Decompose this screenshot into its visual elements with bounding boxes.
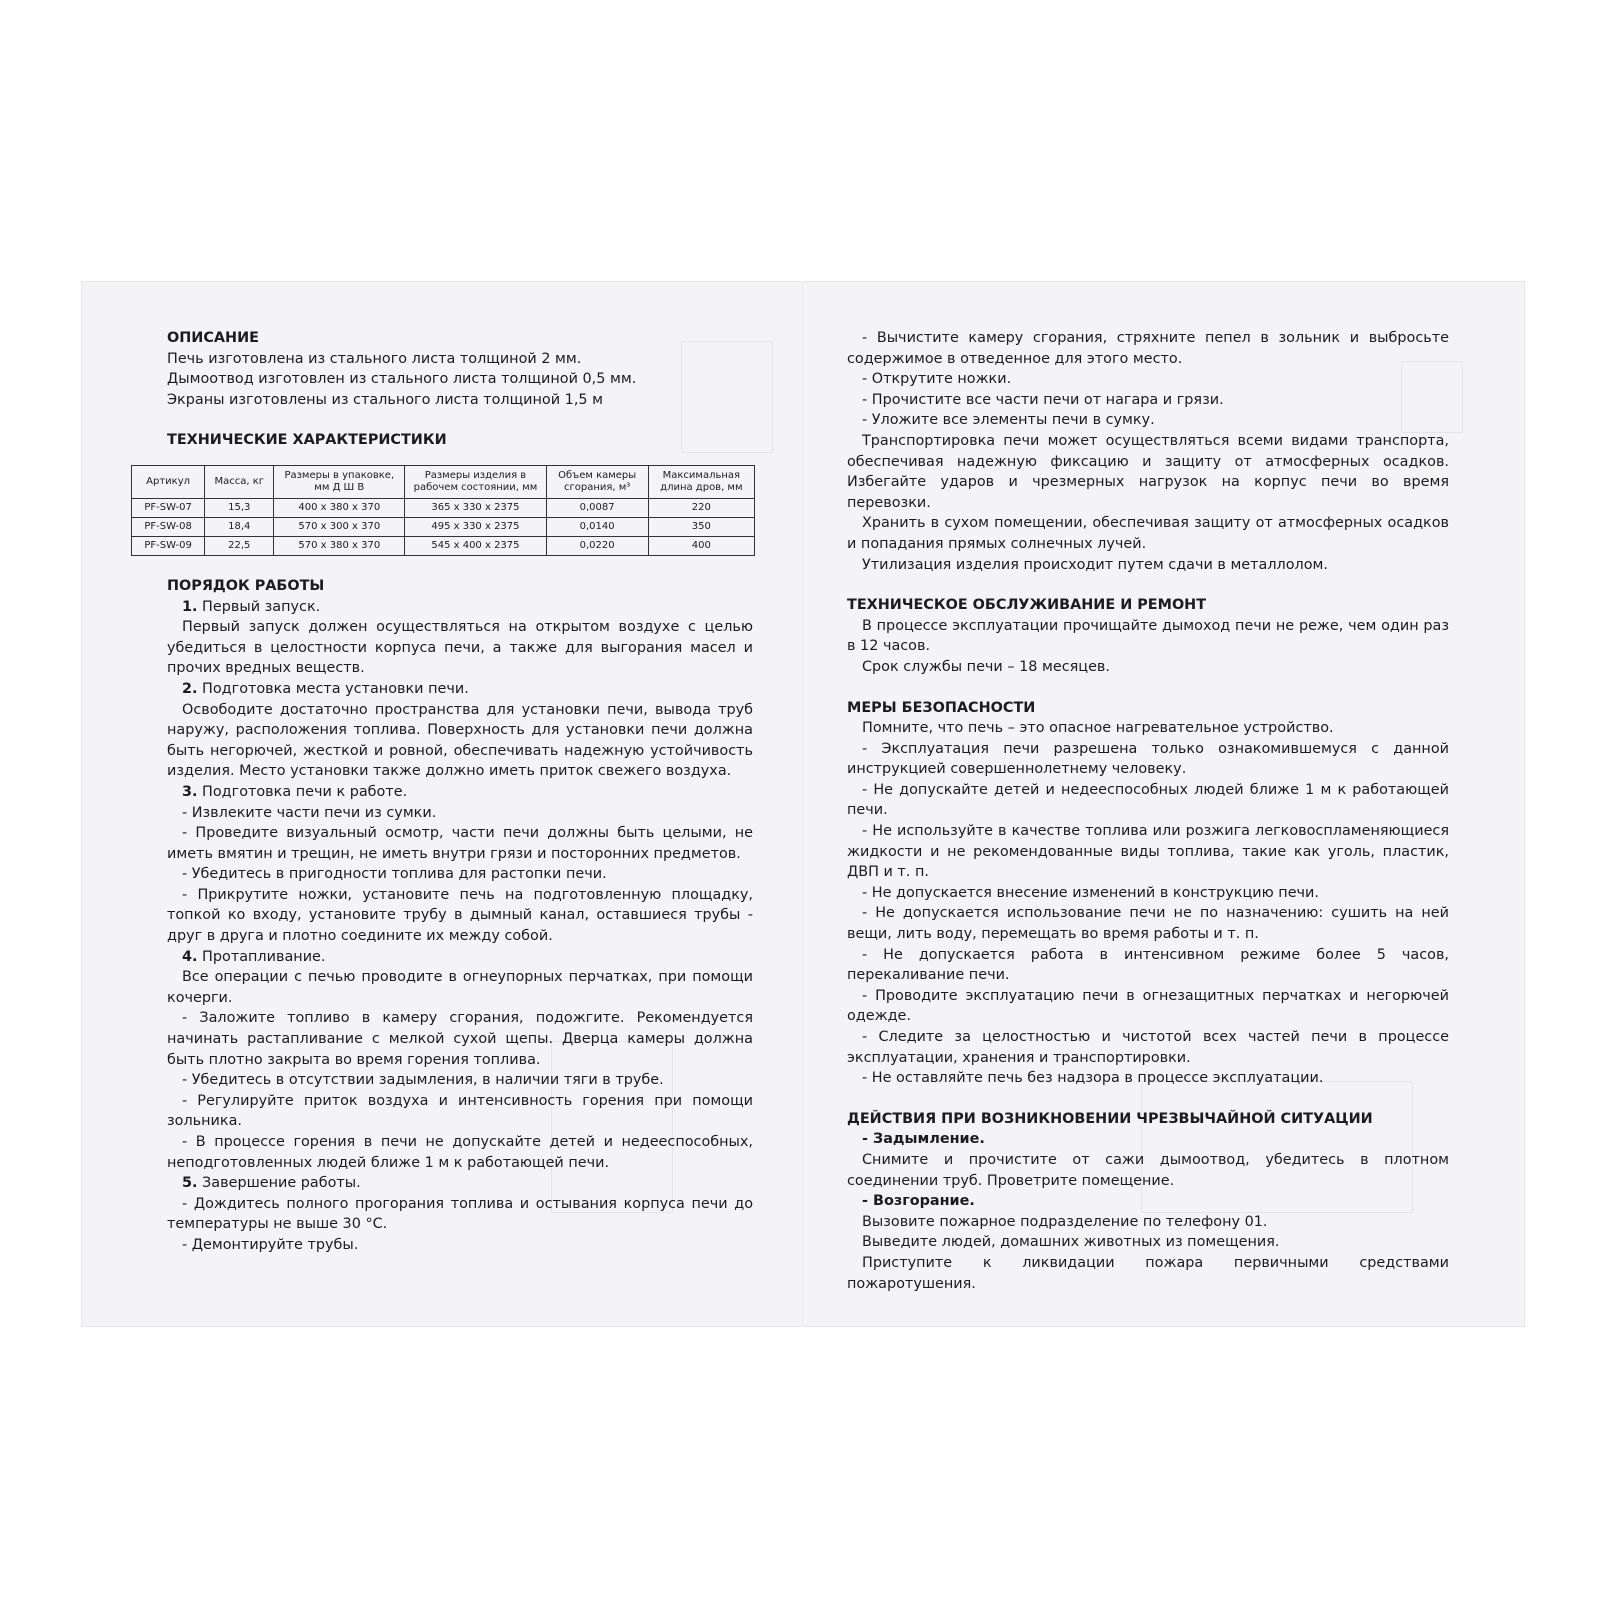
paragraph: - Дождитесь полного прогорания топлива и остывания корпуса печи до температуры не выше 30 °С. xyxy=(167,1195,753,1233)
emergency-heading: ДЕЙСТВИЯ ПРИ ВОЗНИКНОВЕНИИ ЧРЕЗВЫЧАЙНОЙ СИТУАЦИИ xyxy=(847,1110,1373,1127)
paragraph: - Эксплуатация печи разрешена только ознакомившемуся с данной инструкцией совершеннолетнему человеку. xyxy=(847,740,1449,778)
step-title xyxy=(167,947,753,968)
step-label: Первый запуск. xyxy=(197,598,321,615)
step-label: Протапливание. xyxy=(197,948,326,965)
cell: PF-SW-09 xyxy=(132,536,205,555)
description-heading: ОПИСАНИЕ xyxy=(167,330,259,346)
col-header: Масса, кг xyxy=(205,465,274,498)
paragraph: - Открутите ножки. xyxy=(862,371,1012,388)
cell: 570 x 300 x 370 xyxy=(274,517,405,536)
specs-table xyxy=(131,465,755,556)
cell: 545 x 400 x 2375 xyxy=(405,536,546,555)
paragraph: - Уложите все элементы печи в сумку. xyxy=(862,412,1155,429)
step-number: 2. xyxy=(182,680,198,697)
paragraph: - Прочистите все части печи от нагара и грязи. xyxy=(862,391,1224,408)
procedure-heading: ПОРЯДОК РАБОТЫ xyxy=(167,577,325,594)
description-line: Экраны изготовлены из стального листа толщиной 1,5 м xyxy=(167,391,603,408)
paragraph: Вызовите пожарное подразделение по телефону 01. xyxy=(862,1213,1268,1230)
paragraph: - Не оставляйте печь без надзора в процессе эксплуатации. xyxy=(862,1070,1324,1087)
col-header: Размеры изделия в рабочем состоянии, мм xyxy=(405,465,546,498)
fire-title: - Возгорание. xyxy=(862,1193,975,1210)
paragraph: Транспортировка печи может осуществляться всеми видами транспорта, обеспечивая надежную фиксацию и защиту от атмосферных осадков. Избегайте ударов и чрезмерных нагрузок на корпус печи во время перевозки. xyxy=(847,432,1449,511)
cell: 495 x 330 x 2375 xyxy=(405,517,546,536)
table-row xyxy=(132,517,755,536)
step-title xyxy=(167,597,753,618)
right-page xyxy=(847,328,1449,1294)
cell: PF-SW-07 xyxy=(132,498,205,517)
paragraph: - Не допускается работа в интенсивном режиме более 5 часов, перекаливание печи. xyxy=(847,946,1449,984)
paragraph: - Убедитесь в пригодности топлива для растопки печи. xyxy=(182,866,607,883)
table-row xyxy=(132,498,755,517)
left-page xyxy=(144,328,753,1256)
paragraph: Первый запуск должен осуществляться на открытом воздухе с целью убедиться в целостности корпуса печи, а также для выгорания масел и прочих вредных веществ. xyxy=(167,619,753,677)
paragraph: Освободите достаточно пространства для установки печи, вывода труб наружу, расположения топлива. Поверхность для установки печи должна быть негорючей, жесткой и ровной, обеспечивать надежную устойчивость изделия. Место установки также должно иметь приток свежего воздуха. xyxy=(167,701,753,780)
paragraph: - Демонтируйте трубы. xyxy=(182,1236,359,1253)
paragraph: - Не допускайте детей и недееспособных людей ближе 1 м к работающей печи. xyxy=(847,781,1449,819)
paragraph: - Заложите топливо в камеру сгорания, подожгите. Рекомендуется начинать растапливание с мелкой сухой щепы. Дверца камеры должна быть плотно закрыта во время горения топлива. xyxy=(167,1010,753,1068)
paragraph: - Следите за целостностью и чистотой всех частей печи в процессе эксплуатации, хранения и транспортировки. xyxy=(847,1029,1449,1066)
cell: 220 xyxy=(648,498,754,517)
paragraph: - Убедитесь в отсутствии задымления, в наличии тяги в трубе. xyxy=(182,1072,664,1089)
cell: 0,0140 xyxy=(546,517,648,536)
paragraph: Утилизация изделия происходит путем сдачи в металлолом. xyxy=(862,556,1328,573)
paragraph: Приступите к ликвидации пожара первичными средствами пожаротушения. xyxy=(847,1254,1449,1292)
cell: PF-SW-08 xyxy=(132,517,205,536)
booklet-spread xyxy=(81,281,1525,1327)
paragraph: - Не используйте в качестве топлива или розжига легковоспламеняющиеся жидкости и не рекомендованные виды топлива, такие как уголь, пластик, ДВП и т. п. xyxy=(847,823,1449,881)
cell: 15,3 xyxy=(205,498,274,517)
cell: 0,0087 xyxy=(546,498,648,517)
step-number: 4. xyxy=(182,948,198,965)
cell: 0,0220 xyxy=(546,536,648,555)
step-label: Подготовка печи к работе. xyxy=(197,783,408,800)
cell: 22,5 xyxy=(205,536,274,555)
step-number: 5. xyxy=(182,1175,198,1192)
paragraph: - Регулируйте приток воздуха и интенсивность горения при помощи зольника. xyxy=(167,1092,753,1130)
step-label: Завершение работы. xyxy=(197,1175,361,1192)
cell: 400 x 380 x 370 xyxy=(274,498,405,517)
paragraph: Выведите людей, домашних животных из помещения. xyxy=(862,1234,1280,1251)
step-number: 1. xyxy=(182,598,198,615)
step-title xyxy=(167,1173,753,1194)
step-number: 3. xyxy=(182,783,198,800)
paragraph: Все операции с печью проводите в огнеупорных перчатках, при помощи кочерги. xyxy=(167,969,753,1006)
paragraph: Снимите и прочистите от сажи дымоотвод, убедитесь в плотном соединении труб. Проветрите помещение. xyxy=(847,1151,1449,1189)
paragraph: - Прикрутите ножки, установите печь на подготовленную площадку, топкой ко входу, установите трубу в дымный канал, оставшиеся трубы - друг в друга и плотно соедините их между собой. xyxy=(167,886,753,945)
safety-heading: МЕРЫ БЕЗОПАСНОСТИ xyxy=(847,699,1036,716)
cell: 350 xyxy=(648,517,754,536)
paragraph: Срок службы печи – 18 месяцев. xyxy=(862,658,1110,675)
col-header: Максимальная длина дров, мм xyxy=(648,465,754,498)
specs-heading: ТЕХНИЧЕСКИЕ ХАРАКТЕРИСТИКИ xyxy=(167,432,447,449)
center-fold xyxy=(802,281,804,1327)
emergency-subheading xyxy=(847,1129,1449,1150)
description-line: Печь изготовлена из стального листа толщиной 2 мм. xyxy=(167,350,582,367)
description-line: Дымоотвод изготовлен из стального листа толщиной 0,5 мм. xyxy=(167,371,637,388)
cell: 365 x 330 x 2375 xyxy=(405,498,546,517)
paragraph: - Не допускается использование печи не по назначению: сушить на ней вещи, лить воду, перемещать во время работы и т. п. xyxy=(847,905,1449,943)
paragraph: - Проведите визуальный осмотр, части печи должны быть целыми, не иметь вмятин и трещин, не иметь внутри грязи и посторонних предметов. xyxy=(167,825,753,862)
table-row xyxy=(132,536,755,555)
paragraph: - Вычистите камеру сгорания, стряхните пепел в зольник и выбросьте содержимое в отведенное для этого место. xyxy=(847,330,1449,367)
paragraph: В процессе эксплуатации прочищайте дымоход печи не реже, чем один раз в 12 часов. xyxy=(847,617,1449,655)
specs-header-row xyxy=(132,465,755,498)
paragraph: Хранить в сухом помещении, обеспечивая защиту от атмосферных осадков и попадания прямых солнечных лучей. xyxy=(847,515,1449,552)
paragraph: - Извлеките части печи из сумки. xyxy=(182,804,437,821)
smoke-title: - Задымление. xyxy=(862,1131,985,1148)
step-title xyxy=(167,679,753,700)
paragraph: Помните, что печь – это опасное нагревательное устройство. xyxy=(862,720,1334,737)
step-title xyxy=(167,782,753,803)
emergency-subheading xyxy=(847,1191,1449,1212)
cell: 400 xyxy=(648,536,754,555)
step-label: Подготовка места установки печи. xyxy=(197,680,469,697)
cell: 570 x 380 x 370 xyxy=(274,536,405,555)
maintenance-heading: ТЕХНИЧЕСКОЕ ОБСЛУЖИВАНИЕ И РЕМОНТ xyxy=(847,597,1207,614)
paragraph: - Проводите эксплуатацию печи в огнезащитных перчатках и негорючей одежде. xyxy=(847,987,1449,1025)
col-header: Артикул xyxy=(132,465,205,498)
paragraph: - Не допускается внесение изменений в конструкцию печи. xyxy=(862,884,1319,901)
col-header: Объем камеры сгорания, м³ xyxy=(546,465,648,498)
cell: 18,4 xyxy=(205,517,274,536)
paragraph: - В процессе горения в печи не допускайте детей и недееспособных, неподготовленных людей ближе 1 м к работающей печи. xyxy=(167,1134,753,1171)
col-header: Размеры в упаковке, мм Д Ш В xyxy=(274,465,405,498)
